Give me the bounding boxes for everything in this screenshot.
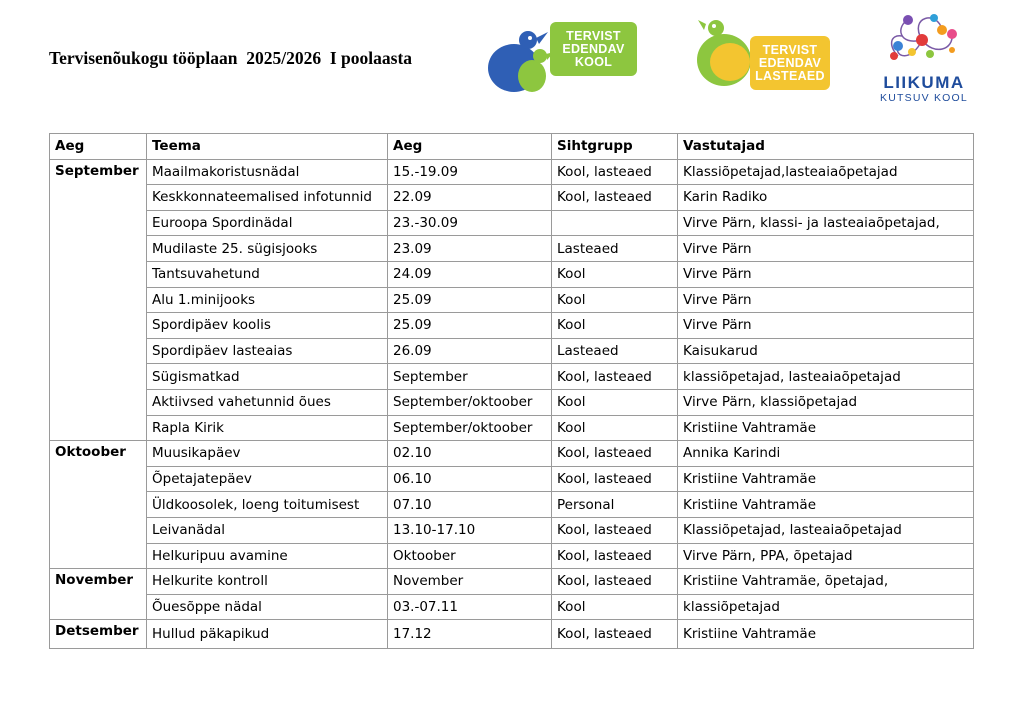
responsible-cell: Kristiine Vahtramäe xyxy=(678,492,974,518)
liikuma-kutsuv-kool-logo xyxy=(868,6,976,110)
target-group-cell: Kool, lasteaed xyxy=(552,466,678,492)
topic-cell: Euroopa Spordinädal xyxy=(147,210,388,236)
school-badge xyxy=(550,22,637,76)
table-row xyxy=(50,415,974,441)
month-cell: November xyxy=(50,569,147,620)
target-group-cell: Kool xyxy=(552,389,678,415)
topic-cell: Helkurite kontroll xyxy=(147,569,388,595)
target-group-cell: Kool, lasteaed xyxy=(552,517,678,543)
kindergarten-badge-line-1: TERVIST xyxy=(762,42,818,57)
table-header xyxy=(50,134,974,160)
responsible-cell: Annika Karindi xyxy=(678,441,974,467)
table-row xyxy=(50,287,974,313)
target-group-cell: Kool xyxy=(552,287,678,313)
workplan-table xyxy=(49,133,974,649)
table-row xyxy=(50,569,974,595)
table-row xyxy=(50,185,974,211)
table-body xyxy=(50,159,974,648)
table-row xyxy=(50,466,974,492)
target-group-cell xyxy=(552,210,678,236)
table-row xyxy=(50,620,974,649)
target-group-cell: Personal xyxy=(552,492,678,518)
table-row xyxy=(50,338,974,364)
date-cell: 25.09 xyxy=(388,313,552,339)
topic-cell: Spordipäev lasteaias xyxy=(147,338,388,364)
target-group-cell: Kool, lasteaed xyxy=(552,441,678,467)
school-badge-line-1: TERVIST xyxy=(566,28,621,43)
kindergarten-badge xyxy=(750,36,830,90)
table-row xyxy=(50,441,974,467)
liikuma-wordmark xyxy=(872,74,976,104)
topic-cell: Tantsuvahetund xyxy=(147,261,388,287)
column-header: Sihtgrupp xyxy=(552,134,678,160)
table-row xyxy=(50,364,974,390)
date-cell: Oktoober xyxy=(388,543,552,569)
target-group-cell: Lasteaed xyxy=(552,338,678,364)
target-group-cell: Kool xyxy=(552,313,678,339)
target-group-cell: Kool, lasteaed xyxy=(552,185,678,211)
responsible-cell: Kristiine Vahtramäe xyxy=(678,620,974,649)
date-cell: 23.-30.09 xyxy=(388,210,552,236)
date-cell: 22.09 xyxy=(388,185,552,211)
table-header-row xyxy=(50,134,974,160)
topic-cell: Keskkonnateemalised infotunnid xyxy=(147,185,388,211)
date-cell: 25.09 xyxy=(388,287,552,313)
topic-cell: Mudilaste 25. sügisjooks xyxy=(147,236,388,262)
responsible-cell: Klassiõpetajad,lasteaiaõpetajad xyxy=(678,159,974,185)
date-cell: 06.10 xyxy=(388,466,552,492)
date-cell: September/oktoober xyxy=(388,389,552,415)
column-header: Aeg xyxy=(388,134,552,160)
topic-cell: Üldkoosolek, loeng toitumisest xyxy=(147,492,388,518)
responsible-cell: Virve Pärn xyxy=(678,313,974,339)
table-row xyxy=(50,594,974,620)
date-cell: 13.10-17.10 xyxy=(388,517,552,543)
date-cell: September xyxy=(388,364,552,390)
target-group-cell: Kool, lasteaed xyxy=(552,159,678,185)
responsible-cell: Virve Pärn, PPA, õpetajad xyxy=(678,543,974,569)
responsible-cell: Kristiine Vahtramäe xyxy=(678,415,974,441)
table-row xyxy=(50,543,974,569)
date-cell: September/oktoober xyxy=(388,415,552,441)
target-group-cell: Kool, lasteaed xyxy=(552,620,678,649)
target-group-cell: Lasteaed xyxy=(552,236,678,262)
kindergarten-badge-line-2: EDENDAV xyxy=(758,55,822,70)
date-cell: 07.10 xyxy=(388,492,552,518)
column-header: Teema xyxy=(147,134,388,160)
responsible-cell: Kaisukarud xyxy=(678,338,974,364)
topic-cell: Rapla Kirik xyxy=(147,415,388,441)
responsible-cell: klassiõpetajad xyxy=(678,594,974,620)
school-badge-line-2: EDENDAV xyxy=(562,41,625,56)
target-group-cell: Kool xyxy=(552,415,678,441)
date-cell: 23.09 xyxy=(388,236,552,262)
table-row xyxy=(50,492,974,518)
kindergarten-badge-line-3: LASTEAED xyxy=(755,68,825,83)
responsible-cell: Kristiine Vahtramäe, õpetajad, xyxy=(678,569,974,595)
responsible-cell: Karin Radiko xyxy=(678,185,974,211)
liikuma-wordmark-line-1: LIIKUMA xyxy=(883,73,965,92)
month-cell: Oktoober xyxy=(50,441,147,569)
date-cell: 26.09 xyxy=(388,338,552,364)
school-badge-line-3: KOOL xyxy=(574,54,613,69)
table-row xyxy=(50,261,974,287)
target-group-cell: Kool, lasteaed xyxy=(552,364,678,390)
responsible-cell: Virve Pärn, klassi- ja lasteaiaõpetajad, xyxy=(678,210,974,236)
molecule-icon xyxy=(868,6,976,74)
target-group-cell: Kool, lasteaed xyxy=(552,569,678,595)
date-cell: 02.10 xyxy=(388,441,552,467)
responsible-cell: Virve Pärn, klassiõpetajad xyxy=(678,389,974,415)
responsible-cell: Kristiine Vahtramäe xyxy=(678,466,974,492)
month-cell: September xyxy=(50,159,147,441)
column-header: Aeg xyxy=(50,134,147,160)
table-row xyxy=(50,236,974,262)
date-cell: 17.12 xyxy=(388,620,552,649)
topic-cell: Helkuripuu avamine xyxy=(147,543,388,569)
month-cell: Detsember xyxy=(50,620,147,649)
responsible-cell: Virve Pärn xyxy=(678,287,974,313)
date-cell: 03.-07.11 xyxy=(388,594,552,620)
table-row xyxy=(50,159,974,185)
table-row xyxy=(50,313,974,339)
target-group-cell: Kool, lasteaed xyxy=(552,543,678,569)
table-row xyxy=(50,517,974,543)
date-cell: 15.-19.09 xyxy=(388,159,552,185)
liikuma-wordmark-line-2: KUTSUV KOOL xyxy=(880,92,968,104)
target-group-cell: Kool xyxy=(552,261,678,287)
responsible-cell: klassiõpetajad, lasteaiaõpetajad xyxy=(678,364,974,390)
target-group-cell: Kool xyxy=(552,594,678,620)
responsible-cell: Klassiõpetajad, lasteaiaõpetajad xyxy=(678,517,974,543)
topic-cell: Hullud päkapikud xyxy=(147,620,388,649)
topic-cell: Õpetajatepäev xyxy=(147,466,388,492)
table-row xyxy=(50,389,974,415)
topic-cell: Muusikapäev xyxy=(147,441,388,467)
date-cell: November xyxy=(388,569,552,595)
health-promoting-school-logo xyxy=(484,18,640,96)
page-title: Tervisenõukogu tööplaan 2025/2026 I poolaasta xyxy=(49,48,413,68)
topic-cell: Sügismatkad xyxy=(147,364,388,390)
topic-cell: Alu 1.minijooks xyxy=(147,287,388,313)
responsible-cell: Virve Pärn xyxy=(678,261,974,287)
topic-cell: Leivanädal xyxy=(147,517,388,543)
health-promoting-kindergarten-logo xyxy=(694,14,832,94)
table-row xyxy=(50,210,974,236)
topic-cell: Maailmakoristusnädal xyxy=(147,159,388,185)
column-header: Vastutajad xyxy=(678,134,974,160)
topic-cell: Aktiivsed vahetunnid õues xyxy=(147,389,388,415)
date-cell: 24.09 xyxy=(388,261,552,287)
topic-cell: Spordipäev koolis xyxy=(147,313,388,339)
responsible-cell: Virve Pärn xyxy=(678,236,974,262)
topic-cell: Õuesõppe nädal xyxy=(147,594,388,620)
